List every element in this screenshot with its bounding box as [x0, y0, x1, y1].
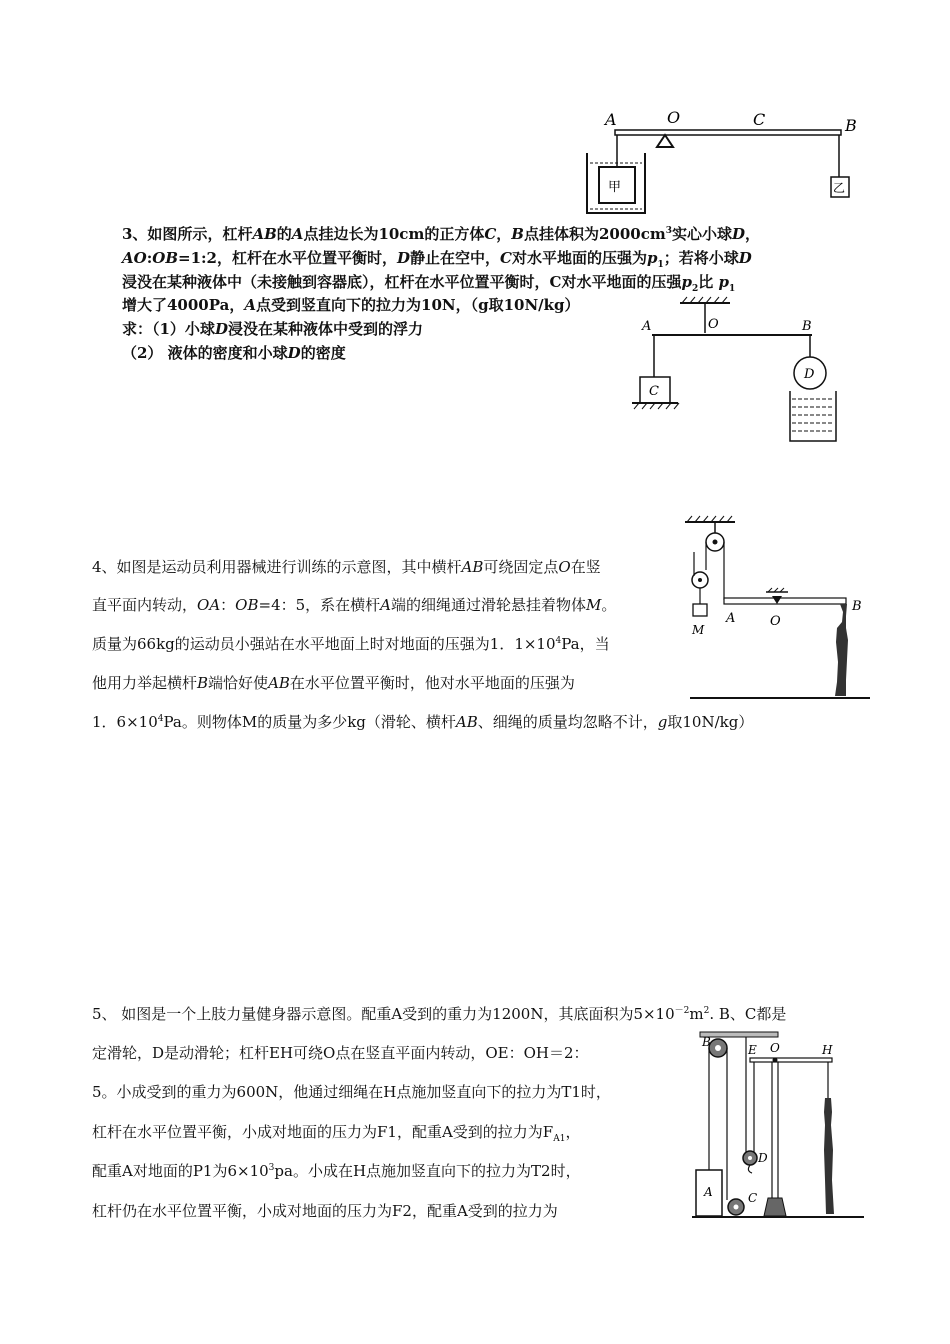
label-a: A — [642, 319, 652, 334]
label-m: M — [692, 623, 705, 637]
q4-line-3: 质量为66kg的运动员小强站在水平地面上时对地面的压强为1．$1\times 10^4Pa$，当 — [92, 635, 610, 653]
q3-line-3: 浸没在某种液体中（未接触到容器底），杠杆在水平位置平衡时，C对水平地面的压强$p_2$比 $p_1$ — [122, 273, 736, 294]
label-o: O — [770, 614, 781, 629]
q3-line-4: 增大了4000Pa，A点受到竖直向下的拉力为10N，（g取10N/kg） — [122, 296, 580, 314]
label-b: B — [802, 319, 812, 334]
q5-line-4: 杠杆在水平位置平衡，小成对地面的压力为F1，配重A受到的拉力为$F_{A1}$， — [92, 1123, 581, 1144]
label-b: B — [702, 1035, 711, 1049]
label-b: B — [852, 599, 862, 614]
label-d: D — [758, 1151, 768, 1165]
q3-line-2: AO:OB=1:2，杠杆在水平位置平衡时，D静止在空中，C对水平地面的压强为$p_1$；若将小球D — [122, 249, 752, 270]
label-c: C — [748, 1191, 758, 1205]
lever-figure-q3 — [630, 295, 860, 445]
q4-line-1: 4、如图是运动员利用器械进行训练的示意图，其中横杆AB可绕固定点O在竖 — [92, 558, 601, 576]
q4-line-4: 他用力举起横杆B端恰好使AB在水平位置平衡时，他对水平地面的压强为 — [92, 674, 575, 692]
q5-line-2: 定滑轮，D是动滑轮；杠杆EH可绕O点在竖直平面内转动，OE：OH＝2： — [92, 1044, 589, 1062]
label-d: D — [804, 367, 815, 382]
q3-line-1: 3、如图所示，杠杆AB的A点挂边长为10cm的正方体C，B点挂体积为$2000cm^3$实心小球D， — [122, 225, 761, 243]
label-e: E — [748, 1043, 757, 1057]
q4-line-5: 1．$6\times 10^4Pa$。则物体M的质量为多少kg（滑轮、横杆AB、细绳的质量均忽略不计，g取10N/kg） — [92, 713, 754, 731]
label-yi: 乙 — [833, 181, 846, 195]
label-jia: 甲 — [608, 180, 622, 195]
label-o: O — [667, 108, 681, 127]
q5-line-5: 配重A对地面的P1为$6\times 10^3pa$。小成在H点施加竖直向下的拉力为T2时， — [92, 1162, 581, 1180]
fitness-device-figure — [688, 1030, 868, 1245]
label-b: B — [845, 116, 857, 135]
q5-line-3: 5。小成受到的重力为600N，他通过细绳在H点施加竖直向下的拉力为T1时， — [92, 1083, 611, 1101]
athlete-lever-figure — [680, 512, 875, 707]
q5-line-1: 5、 如图是一个上肢力量健身器示意图。配重A受到的重力为1200N，其底面积为$5\times 10^{-2}m^2$. B、C都是 — [92, 1005, 787, 1023]
q3-line-6: （2） 液体的密度和小球D的密度 — [122, 344, 346, 362]
q5-line-6: 杠杆仍在水平位置平衡，小成对地面的压力为F2，配重A受到的拉力为 — [92, 1202, 558, 1220]
label-c: C — [753, 110, 766, 129]
label-h: H — [822, 1043, 833, 1057]
label-a: A — [704, 1185, 713, 1199]
q3-line-5: 求：（1）小球D浸没在某种液体中受到的浮力 — [122, 320, 423, 338]
label-o: O — [770, 1041, 780, 1055]
label-a: A — [605, 110, 617, 129]
q4-line-2: 直平面内转动，OA：OB=4：5，系在横杆A端的细绳通过滑轮悬挂着物体M。 — [92, 596, 617, 614]
label-a: A — [726, 611, 736, 626]
label-o: O — [708, 317, 719, 332]
label-c: C — [649, 384, 659, 399]
lever-figure-top — [575, 105, 875, 220]
